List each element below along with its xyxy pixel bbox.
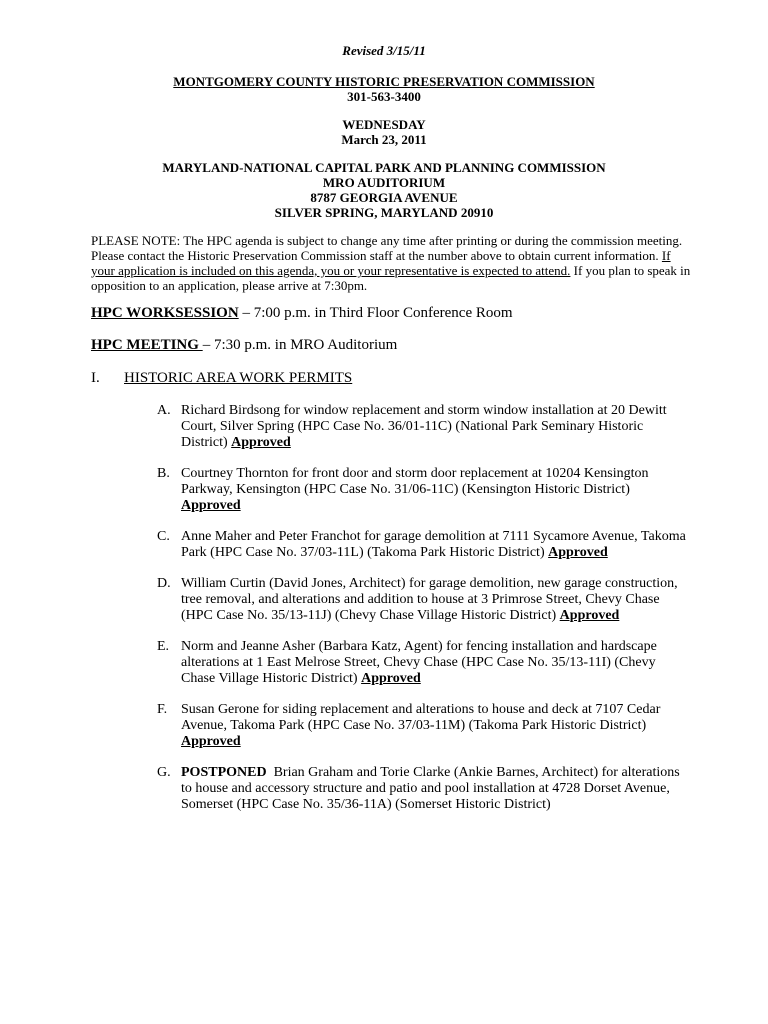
commission-phone: 301-563-3400 [347,89,421,104]
agenda-item [157,466,687,514]
item-status: Approved [361,671,421,686]
venue-city: SILVER SPRING, MARYLAND 20910 [274,205,494,220]
agenda-item [157,403,687,451]
agenda-item [157,576,687,624]
meeting-label: HPC MEETING [91,337,203,353]
item-status: Approved [559,608,620,623]
section-title: HISTORIC AREA WORK PERMITS [124,370,353,386]
agenda-item [157,529,687,561]
item-letter: E. [157,639,170,654]
item-letter: B. [157,466,170,481]
venue-org: MARYLAND-NATIONAL CAPITAL PARK AND PLANNING COMMISSION [162,160,606,175]
item-description: Anne Maher and Peter Franchot for garage demolition at 7111 Sycamore Avenue, Takoma Park (HPC Case No. 37/03-11L) (Takoma Park Historic District) [181,529,686,560]
venue-room: MRO AUDITORIUM [322,175,446,190]
meeting-calendar-date: March 23, 2011 [341,132,427,147]
note-text-1: PLEASE NOTE: The HPC agenda is subject to change any time after printing or during the commission meeting. Please contact the Historic Preservation Commission staff at the number above to obtain current information. [91,233,683,263]
item-text [181,576,687,624]
section-number: I. [91,370,100,386]
meeting-venue [0,160,768,220]
item-text [181,639,687,687]
commission-header [0,74,768,104]
revised-date: Revised 3/15/11 [342,43,426,58]
item-text [181,702,687,750]
item-text [181,466,687,514]
item-text [181,529,687,561]
agenda-item [157,639,687,687]
agenda-items [157,403,687,828]
item-letter: F. [157,702,168,717]
item-status: Approved [181,734,241,749]
please-note [91,233,691,293]
item-description: Brian Graham and Torie Clarke (Ankie Barnes, Architect) for alterations to house and accessory structure and patio and pool installation at 4728 Dorset Avenue, Somerset (HPC Case No. 35/36-11A) (Somerset Historic District) [181,765,684,812]
worksession-label: HPC WORKSESSION [91,305,239,321]
agenda-item [157,765,687,813]
item-status: Approved [548,545,608,560]
meeting-line [91,337,397,354]
item-letter: D. [157,576,171,591]
note-underlined: If your application is included on this agenda, you or your representative is expected to attend. [91,248,671,278]
commission-name: MONTGOMERY COUNTY HISTORIC PRESERVATION COMMISSION [173,74,595,89]
meeting-weekday: WEDNESDAY [342,117,426,132]
worksession-detail: – 7:00 p.m. in Third Floor Conference Room [238,305,513,321]
note-text-2: If you plan to speak in opposition to an application, please arrive at 7:30pm. [91,263,691,293]
item-description: William Curtin (David Jones, Architect) for garage demolition, new garage construction, tree removal, and alterations and addition to house at 3 Primrose Street, Chevy Chase (HPC Case No. 35/13-11J) (Chevy Chase Village Historic District) [181,576,678,623]
item-text [181,765,687,813]
item-description: Richard Birdsong for window replacement and storm window installation at 20 Dewitt Court, Silver Spring (HPC Case No. 36/01-11C) (National Park Seminary Historic District) [181,403,667,450]
item-description: Courtney Thornton for front door and storm door replacement at 10204 Kensington Parkway, Kensington (HPC Case No. 31/06-11C) (Kensington Historic District) [181,466,649,497]
item-letter: A. [157,403,171,418]
item-status: Approved [181,498,241,513]
item-text [181,403,687,451]
worksession-line [91,305,513,322]
postponed-label: POSTPONED [181,765,267,780]
item-letter: C. [157,529,170,544]
venue-street: 8787 GEORGIA AVENUE [310,190,458,205]
item-status: Approved [231,435,291,450]
agenda-item [157,702,687,750]
item-letter: G. [157,765,171,780]
meeting-date [0,117,768,147]
item-description: Norm and Jeanne Asher (Barbara Katz, Agent) for fencing installation and hardscape alterations at 1 East Melrose Street, Chevy Chase (HPC Case No. 35/13-11I) (Chevy Chase Village Historic District) [181,639,657,686]
item-description: Susan Gerone for siding replacement and alterations to house and deck at 7107 Cedar Avenue, Takoma Park (HPC Case No. 37/03-11M) (Takoma Park Historic District) [181,702,661,733]
meeting-detail: – 7:30 p.m. in MRO Auditorium [202,337,398,353]
